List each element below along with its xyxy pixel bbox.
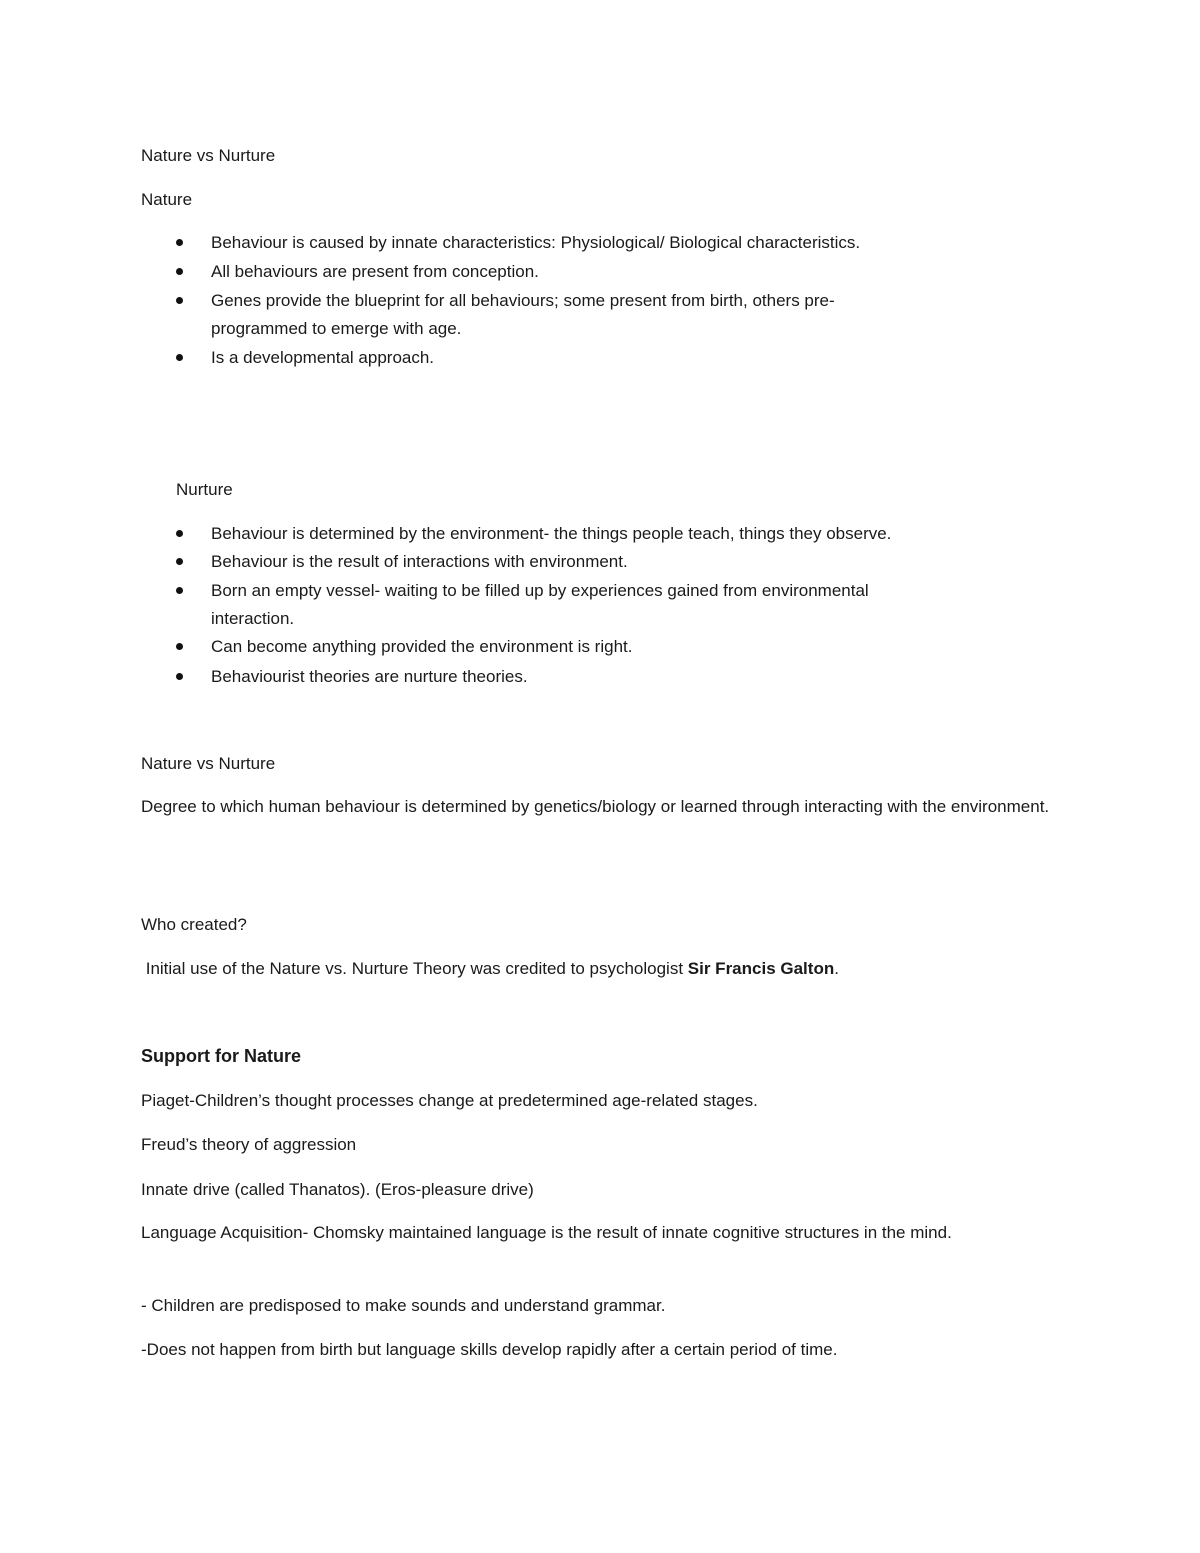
nature-bullet-3-continued: programmed to emerge with age.: [211, 319, 462, 338]
support-line-1: Piaget-Children’s thought processes change at predetermined age-related stages.: [141, 1091, 758, 1110]
definition-heading: Nature vs Nurture: [141, 754, 276, 773]
nurture-bullet-5: Behaviourist theories are nurture theories.: [211, 667, 528, 686]
bullet-icon: [176, 354, 183, 361]
nature-bullet-1: Behaviour is caused by innate characteristics: Physiological/ Biological characteristics.: [211, 233, 861, 252]
who-text-suffix: .: [834, 959, 839, 978]
document-title: Nature vs Nurture: [141, 146, 276, 165]
nurture-bullet-3-continued: interaction.: [211, 609, 295, 628]
nurture-bullet-1: Behaviour is determined by the environment- the things people teach, things they observe.: [211, 524, 892, 543]
support-heading: Support for Nature: [141, 1046, 301, 1066]
nurture-heading: Nurture: [176, 480, 233, 499]
bullet-icon: [176, 673, 183, 680]
galton-name: Sir Francis Galton: [687, 959, 835, 978]
nature-heading: Nature: [141, 190, 193, 209]
who-text: [141, 958, 839, 980]
bullet-icon: [176, 239, 183, 246]
nurture-bullet-4: Can become anything provided the environment is right.: [211, 637, 633, 656]
bullet-icon: [176, 268, 183, 275]
bullet-icon: [176, 587, 183, 594]
bullet-icon: [176, 643, 183, 650]
who-heading: Who created?: [141, 915, 247, 934]
bullet-icon: [176, 297, 183, 304]
bullet-icon: [176, 558, 183, 565]
support-line-3: Innate drive (called Thanatos). (Eros-pleasure drive): [141, 1180, 534, 1199]
support-line-6: -Does not happen from birth but language skills develop rapidly after a certain period of time.: [141, 1340, 838, 1359]
nature-bullet-4: Is a developmental approach.: [211, 348, 435, 367]
nature-bullet-2: All behaviours are present from conception.: [211, 262, 539, 281]
nature-bullet-3: Genes provide the blueprint for all behaviours; some present from birth, others pre-: [211, 291, 835, 310]
nurture-bullet-3: Born an empty vessel- waiting to be filled up by experiences gained from environmental: [211, 581, 869, 600]
definition-text: Degree to which human behaviour is determined by genetics/biology or learned through interacting with the environment.: [141, 797, 1050, 816]
bullet-icon: [176, 530, 183, 537]
support-line-5: - Children are predisposed to make sounds and understand grammar.: [141, 1296, 666, 1315]
nurture-bullet-2: Behaviour is the result of interactions with environment.: [211, 552, 628, 571]
support-line-2: Freud’s theory of aggression: [141, 1135, 357, 1154]
who-text-prefix: Initial use of the Nature vs. Nurture Theory was credited to psychologist: [141, 959, 688, 978]
support-line-4: Language Acquisition- Chomsky maintained language is the result of innate cognitive structures in the mind.: [141, 1223, 952, 1242]
